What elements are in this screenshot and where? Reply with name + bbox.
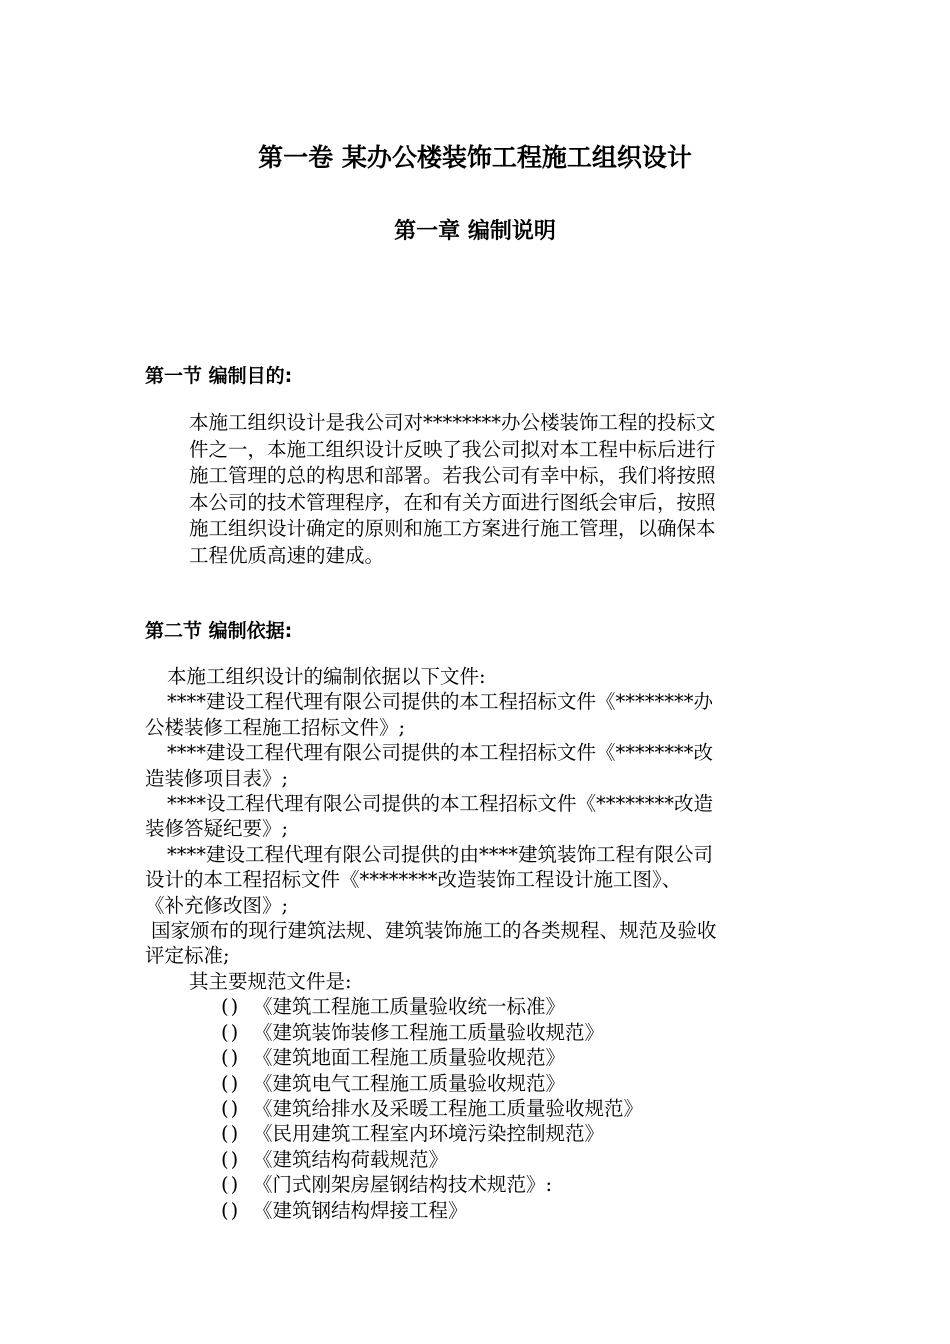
standard-title: 《建筑工程施工质量验收统一标准》 [253,995,566,1019]
basis-item-line: 《补充修改图》; [145,893,289,917]
item-marker: () [221,995,241,1019]
item-marker: () [221,1046,241,1070]
standard-item [145,1121,810,1146]
basis-content [145,664,810,1223]
paragraph-line: 工程优质高速的建成。 [189,543,385,567]
standard-title: 《民用建筑工程室内环境污染控制规范》 [253,1122,605,1146]
standards-intro: 其主要规范文件是: [189,969,352,993]
basis-item-line: 造装修项目表》; [145,766,289,790]
standard-title: 《建筑钢结构焊接工程》 [253,1198,468,1222]
basis-item-line: ****建设工程代理有限公司提供的本工程招标文件《********办 [167,690,714,714]
purpose-paragraph [189,410,799,569]
item-marker: () [221,1198,241,1222]
basis-item-line: 装修答疑纪要》; [145,817,289,841]
standard-item [145,1045,810,1070]
standard-item [145,1096,810,1121]
basis-item-line: 公楼装修工程施工招标文件》; [145,715,406,739]
basis-intro: 本施工组织设计的编制依据以下文件: [167,665,486,688]
standard-item [145,994,810,1019]
standard-title: 《建筑地面工程施工质量验收规范》 [253,1046,566,1070]
basis-item-line: ****建设工程代理有限公司提供的由****建筑装饰工程有限公司 [167,842,714,866]
paragraph-line: 本施工组织设计是我公司对********办公楼装饰工程的投标文 [189,411,716,434]
standard-item [145,1071,810,1096]
item-marker: () [221,1071,241,1095]
national-standards-line: 国家颁布的现行建筑法规、建筑装饰施工的各类规程、规范及验收 [151,919,717,943]
paragraph-line: 本公司的技术管理程序，在和有关方面进行图纸会审后，按照 [189,490,716,514]
standard-item [145,1198,810,1223]
paragraph-line: 施工管理的总的构思和部署。若我公司有幸中标，我们将按照 [189,464,716,487]
volume-title: 第一卷 某办公楼装饰工程施工组织设计 [258,143,692,172]
section-heading-purpose: 第一节 编制目的: [145,365,293,387]
basis-item-line: ****设工程代理有限公司提供的本工程招标文件《********改造 [167,792,714,816]
basis-item-line: ****建设工程代理有限公司提供的本工程招标文件《********改 [167,741,714,765]
item-marker: () [221,1122,241,1146]
item-marker: () [221,1096,241,1120]
standard-title: 《门式刚架房屋钢结构技术规范》: [253,1173,553,1197]
standard-item [145,1172,810,1197]
standard-item [145,1147,810,1172]
section-heading-basis: 第二节 编制依据: [145,620,293,642]
paragraph-line: 施工组织设计确定的原则和施工方案进行施工管理，以确保本 [189,517,716,540]
paragraph-line: 件之一，本施工组织设计反映了我公司拟对本工程中标后进行 [189,437,716,461]
national-standards-line: 评定标准; [145,944,230,968]
chapter-title: 第一章 编制说明 [394,219,556,244]
standard-item [145,1020,810,1045]
basis-item-line: 设计的本工程招标文件《********改造装饰工程设计施工图》、 [145,868,682,892]
standard-title: 《建筑给排水及采暖工程施工质量验收规范》 [253,1096,644,1120]
item-marker: () [221,1173,241,1197]
item-marker: () [221,1147,241,1171]
standard-title: 《建筑装饰装修工程施工质量验收规范》 [253,1020,605,1044]
standard-title: 《建筑结构荷载规范》 [253,1147,449,1171]
standard-title: 《建筑电气工程施工质量验收规范》 [253,1071,566,1095]
item-marker: () [221,1020,241,1044]
